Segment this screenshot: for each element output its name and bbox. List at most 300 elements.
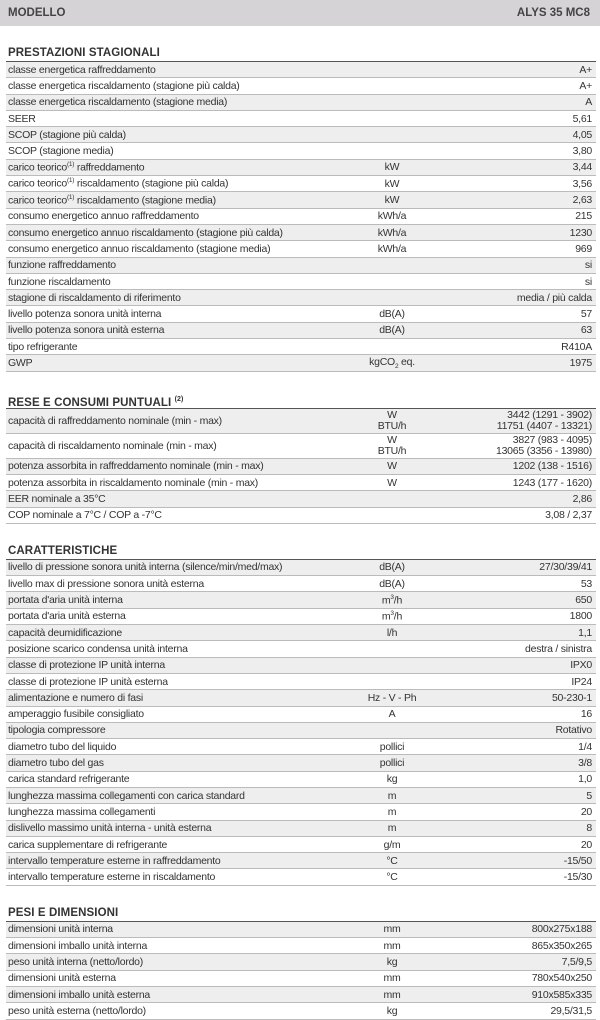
spec-label <box>6 972 350 984</box>
spec-value-text: 29,5/31,5 <box>550 1004 592 1017</box>
spec-label-text: dimensioni unità interna <box>8 923 113 936</box>
spec-value <box>434 923 596 935</box>
spec-unit-text: m <box>387 805 397 818</box>
spec-label <box>6 415 350 427</box>
spec-row <box>6 78 596 94</box>
spec-value-text: -15/50 <box>563 854 592 867</box>
spec-row <box>6 306 596 322</box>
spec-value-text: 1800 <box>569 610 592 623</box>
spec-value-text: A+ <box>579 79 592 92</box>
section-title <box>6 392 596 409</box>
spec-row <box>6 143 596 159</box>
spec-unit <box>350 161 434 173</box>
spec-unit <box>350 610 434 623</box>
spec-label-text: dislivello massimo unità interna - unità esterna <box>8 822 212 835</box>
spec-unit <box>350 806 434 818</box>
spec-value-text: 20 <box>580 805 592 818</box>
spec-label <box>6 357 350 369</box>
spec-unit <box>350 741 434 753</box>
spec-value-text: 865x350x265 <box>531 939 592 952</box>
spec-row <box>6 869 596 885</box>
spec-row <box>6 938 596 954</box>
spec-row <box>6 1003 596 1019</box>
spec-unit-text: m <box>381 594 391 607</box>
spec-value-text: 8 <box>586 822 592 835</box>
spec-value-text: Rotativo <box>555 724 592 737</box>
spec-unit <box>350 989 434 1001</box>
spec-label <box>6 822 350 834</box>
spec-unit-text: A <box>388 708 396 721</box>
spec-unit <box>350 324 434 336</box>
spec-label <box>6 509 350 521</box>
spec-label-text: classe energetica riscaldamento (stagione media) <box>8 96 228 109</box>
spec-label-text: posizione scarico condensa unità interna <box>8 642 188 655</box>
spec-value <box>434 64 596 76</box>
spec-value <box>434 509 596 521</box>
spec-value <box>434 178 596 190</box>
spec-label-text: livello di pressione sonora unità interna (silence/min/med/max) <box>8 561 283 574</box>
spec-label-text: dimensioni unità esterna <box>8 972 116 985</box>
model-name: ALYS 35 MC8 <box>516 7 590 19</box>
spec-value-text: -15/30 <box>563 871 592 884</box>
spec-value-text: 1202 (138 - 1516) <box>512 460 592 473</box>
spec-value-text: 2,86 <box>572 492 592 505</box>
spec-unit-text: W <box>387 476 397 489</box>
spec-label-text: diametro tubo del gas <box>8 757 104 770</box>
spec-unit-text: Hz - V - Ph <box>367 691 417 704</box>
spec-unit-text: °C <box>386 854 398 867</box>
spec-unit <box>350 839 434 851</box>
spec-row <box>6 459 596 475</box>
spec-unit-text: kg <box>386 956 398 968</box>
section-title-text: PRESTAZIONI STAGIONALI <box>8 47 160 59</box>
spec-unit-text: dB(A) <box>379 577 405 590</box>
section-title <box>6 45 596 62</box>
spec-label <box>6 561 350 573</box>
spec-unit-text: pollici <box>379 757 405 770</box>
spec-value <box>434 676 596 688</box>
spec-label <box>6 956 350 968</box>
spec-value-text: 27/30/39/41 <box>539 561 592 574</box>
spec-unit-text: kWh/a <box>377 226 407 239</box>
spec-row <box>6 690 596 706</box>
spec-value-text: 50-230-1 <box>551 691 592 704</box>
spec-label-text: classe di protezione IP unità esterna <box>8 675 168 688</box>
spec-row <box>6 127 596 143</box>
spec-label-text: dimensioni imballo unità esterna <box>8 988 150 1001</box>
spec-row <box>6 409 596 434</box>
spec-row <box>6 821 596 837</box>
spec-value <box>434 194 596 206</box>
spec-value <box>434 80 596 92</box>
spec-row <box>6 772 596 788</box>
spec-label-text-rest: riscaldamento (stagione più calda) <box>74 177 229 190</box>
spec-row <box>6 987 596 1003</box>
spec-label-text: funzione riscaldamento <box>8 275 111 288</box>
section-title-text: RESE E CONSUMI PUNTUALI <box>8 396 172 409</box>
unit-superscript: 3 <box>390 610 394 618</box>
spec-value-text: 3,56 <box>572 177 592 190</box>
spec-value-text: 650 <box>575 594 592 607</box>
section-rese <box>6 392 596 524</box>
spec-unit-text: dB(A) <box>379 308 405 321</box>
spec-value-text: 780x540x250 <box>531 972 592 985</box>
spec-value-text: A+ <box>579 63 592 76</box>
spec-value-text: 16 <box>580 708 592 721</box>
spec-row <box>6 176 596 192</box>
spec-row <box>6 225 596 241</box>
spec-label-text: carica standard refrigerante <box>8 773 130 786</box>
spec-unit-text: kWh/a <box>377 210 407 223</box>
spec-label <box>6 923 350 935</box>
section-title <box>6 905 596 922</box>
spec-unit <box>350 435 434 457</box>
section-pesi <box>6 905 596 1020</box>
spec-value-text: 1243 (177 - 1620) <box>512 476 592 489</box>
spec-value <box>434 324 596 336</box>
spec-value <box>434 435 596 457</box>
spec-value <box>434 210 596 222</box>
spec-label-text: consumo energetico annuo riscaldamento (stagione media) <box>8 242 271 255</box>
spec-value-text: 800x275x188 <box>531 923 592 936</box>
spec-label <box>6 773 350 785</box>
spec-value <box>434 806 596 818</box>
spec-label <box>6 460 350 472</box>
spec-label <box>6 871 350 883</box>
spec-label-text: peso unità interna (netto/lordo) <box>8 956 144 968</box>
spec-label-text: COP nominale a 7°C / COP a -7°C <box>8 509 162 522</box>
spec-value-text: 3442 (1291 - 3902) <box>507 408 592 421</box>
spec-label <box>6 292 350 304</box>
spec-value-text-secondary: 13065 (3356 - 13980) <box>496 444 592 457</box>
spec-value-text: 53 <box>580 577 592 590</box>
spec-label-text: carico teorico <box>8 194 67 207</box>
spec-value-text: 1/4 <box>578 740 592 753</box>
section-prestazioni <box>6 45 596 372</box>
footnote-marker: (1) <box>66 161 75 169</box>
spec-value <box>434 855 596 867</box>
spec-unit <box>350 460 434 472</box>
spec-value-text: 3,80 <box>572 145 592 158</box>
spec-unit <box>350 227 434 239</box>
footnote-marker: (1) <box>66 193 75 201</box>
spec-unit-text-secondary: BTU/h <box>377 419 407 432</box>
spec-value <box>434 708 596 720</box>
spec-label <box>6 440 350 452</box>
spec-value <box>434 161 596 173</box>
spec-unit <box>350 194 434 206</box>
spec-unit-text: pollici <box>379 740 405 753</box>
spec-value-text: 1975 <box>569 356 592 369</box>
spec-unit <box>350 578 434 590</box>
spec-unit-text: mm <box>383 939 401 952</box>
spec-label-text: consumo energetico annuo riscaldamento (stagione più calda) <box>8 226 283 239</box>
spec-unit-text: kW <box>384 194 400 207</box>
spec-row <box>6 853 596 869</box>
spec-label <box>6 324 350 336</box>
spec-label-text: tipo refrigerante <box>8 340 78 353</box>
spec-value <box>434 692 596 704</box>
section-title-text: CARATTERISTICHE <box>8 544 118 557</box>
spec-value <box>434 227 596 239</box>
spec-label-text: consumo energetico annuo raffreddamento <box>8 210 199 223</box>
spec-value-text: 969 <box>575 242 592 255</box>
spec-unit-text: m <box>387 789 397 802</box>
section-title-note: (2) <box>174 395 184 403</box>
spec-row <box>6 837 596 853</box>
spec-value-text: 57 <box>580 308 592 321</box>
spec-label <box>6 855 350 867</box>
spec-row <box>6 625 596 641</box>
spec-label <box>6 757 350 769</box>
spec-value <box>434 643 596 655</box>
spec-unit-text: mm <box>383 988 401 1001</box>
spec-unit-text: m <box>381 610 391 623</box>
spec-value <box>434 292 596 304</box>
spec-unit <box>350 757 434 769</box>
spec-unit-text: dB(A) <box>379 561 405 574</box>
spec-unit-text: l/h <box>386 626 398 639</box>
spec-label-text: SCOP (stagione più calda) <box>8 128 126 141</box>
spec-row <box>6 95 596 111</box>
spec-unit <box>350 923 434 935</box>
unit-subscript: 2 <box>394 363 399 371</box>
spec-value <box>434 839 596 851</box>
spec-value <box>434 741 596 753</box>
spec-row <box>6 739 596 755</box>
spec-label-text: GWP <box>8 356 33 369</box>
spec-row <box>6 491 596 507</box>
spec-unit-text-rest: /h <box>393 610 403 623</box>
spec-label-text: peso unità esterna (netto/lordo) <box>8 1004 146 1017</box>
spec-label-text: classe energetica riscaldamento (stagione più calda) <box>8 79 240 92</box>
spec-value <box>434 259 596 271</box>
spec-unit <box>350 972 434 984</box>
spec-value-text: si <box>584 259 592 272</box>
spec-label-text: classe di protezione IP unità interna <box>8 659 165 672</box>
spec-value-text: 3827 (983 - 4095) <box>512 433 592 446</box>
spec-unit <box>350 822 434 834</box>
spec-row <box>6 804 596 820</box>
spec-label <box>6 243 350 255</box>
spec-row <box>6 922 596 938</box>
spec-row <box>6 434 596 459</box>
spec-label <box>6 477 350 489</box>
spec-label <box>6 161 350 174</box>
spec-row <box>6 609 596 625</box>
spec-label <box>6 676 350 688</box>
spec-value <box>434 594 596 606</box>
spec-value <box>434 477 596 489</box>
spec-value <box>434 113 596 125</box>
spec-label <box>6 1005 350 1017</box>
spec-label-text: lunghezza massima collegamenti con carica standard <box>8 789 245 802</box>
spec-label <box>6 610 350 622</box>
spec-value <box>434 145 596 157</box>
footnote-marker: (1) <box>66 177 75 185</box>
spec-label-text: alimentazione e numero di fasi <box>8 691 143 704</box>
spec-unit-text: kg <box>386 773 398 786</box>
spec-unit-text: °C <box>386 871 398 884</box>
spec-label <box>6 724 350 736</box>
spec-value-text: 215 <box>575 210 592 223</box>
spec-value <box>434 1005 596 1017</box>
spec-unit <box>350 692 434 704</box>
spec-unit <box>350 356 434 370</box>
spec-value-text: IPX0 <box>570 659 592 672</box>
spec-unit-text: W <box>387 433 397 446</box>
spec-value-text: 63 <box>580 324 592 337</box>
spec-value <box>434 972 596 984</box>
spec-label <box>6 113 350 125</box>
spec-row <box>6 355 596 371</box>
spec-value <box>434 940 596 952</box>
spec-value <box>434 659 596 671</box>
spec-label-text: intervallo temperature esterne in riscaldamento <box>8 871 216 884</box>
spec-value <box>434 561 596 573</box>
spec-value-text: 3/8 <box>578 757 592 770</box>
spec-value <box>434 410 596 432</box>
spec-label <box>6 96 350 108</box>
spec-value-text: 7,5/9,5 <box>561 956 592 968</box>
spec-unit <box>350 871 434 883</box>
spec-label-text-rest: riscaldamento (stagione media) <box>74 194 216 207</box>
spec-label-text-rest: raffreddamento <box>74 161 145 174</box>
spec-unit-text: W <box>387 460 397 473</box>
spec-label <box>6 227 350 239</box>
spec-value-text: 910x585x335 <box>531 988 592 1001</box>
spec-value-text: 20 <box>580 838 592 851</box>
spec-label-text: diametro tubo del liquido <box>8 740 117 753</box>
spec-row <box>6 560 596 576</box>
spec-unit-text: kW <box>384 161 400 174</box>
spec-unit-text-secondary: BTU/h <box>377 444 407 457</box>
spec-row <box>6 592 596 608</box>
spec-row <box>6 723 596 739</box>
spec-value-text: 2,63 <box>572 194 592 207</box>
spec-label <box>6 177 350 190</box>
spec-value-text: R410A <box>561 340 592 353</box>
spec-unit <box>350 627 434 639</box>
spec-label-text: tipologia compressore <box>8 724 106 737</box>
spec-label-text: carico teorico <box>8 161 67 174</box>
spec-label-text: SCOP (stagione media) <box>8 145 114 158</box>
spec-label-text: capacità di riscaldamento nominale (min - max) <box>8 439 217 452</box>
model-label: MODELLO <box>8 7 66 19</box>
spec-row <box>6 788 596 804</box>
spec-unit-text: dB(A) <box>379 324 405 337</box>
spec-row <box>6 323 596 339</box>
spec-label <box>6 989 350 1001</box>
spec-label <box>6 806 350 818</box>
spec-label-text: potenza assorbita in riscaldamento nominale (min - max) <box>8 476 259 489</box>
spec-value <box>434 357 596 369</box>
spec-unit-text: W <box>387 408 397 421</box>
spec-row <box>6 658 596 674</box>
spec-label <box>6 80 350 92</box>
spec-row <box>6 971 596 987</box>
spec-label <box>6 839 350 851</box>
spec-label <box>6 594 350 606</box>
spec-label <box>6 493 350 505</box>
spec-label-text: intervallo temperature esterne in raffreddamento <box>8 854 221 867</box>
spec-label <box>6 210 350 222</box>
spec-unit-text: kW <box>384 177 400 190</box>
spec-label-text: capacità deumidificazione <box>8 626 122 639</box>
spec-value <box>434 757 596 769</box>
spec-value-text: media / più calda <box>516 291 592 304</box>
spec-label-text: amperaggio fusibile consigliato <box>8 708 144 721</box>
spec-unit-text: kWh/a <box>377 242 407 255</box>
spec-value-text: A <box>585 96 592 109</box>
spec-value-text: IP24 <box>571 675 592 688</box>
spec-value <box>434 724 596 736</box>
spec-value <box>434 578 596 590</box>
spec-label-text: funzione raffreddamento <box>8 259 116 272</box>
spec-label-text: dimensioni imballo unità interna <box>8 939 148 952</box>
spec-row <box>6 674 596 690</box>
section-caratteristiche <box>6 543 596 886</box>
spec-row <box>6 954 596 970</box>
spec-label <box>6 194 350 207</box>
spec-value-text: 1,0 <box>578 773 592 786</box>
unit-superscript: 3 <box>390 593 394 601</box>
spec-value <box>434 822 596 834</box>
spec-value-text: 1,1 <box>578 626 592 639</box>
spec-row <box>6 508 596 524</box>
spec-row <box>6 111 596 127</box>
spec-value-text: 4,05 <box>572 128 592 141</box>
spec-value-text-secondary: 11751 (4407 - 13321) <box>496 419 592 432</box>
spec-label <box>6 276 350 288</box>
spec-unit <box>350 956 434 968</box>
spec-value <box>434 96 596 108</box>
spec-label <box>6 643 350 655</box>
spec-unit <box>350 477 434 489</box>
spec-row <box>6 274 596 290</box>
spec-label-text: livello max di pressione sonora unità esterna <box>8 577 204 590</box>
spec-row <box>6 209 596 225</box>
spec-value <box>434 308 596 320</box>
spec-label-text: carica supplementare di refrigerante <box>8 838 168 851</box>
spec-label <box>6 308 350 320</box>
spec-label <box>6 659 350 671</box>
section-title <box>6 543 596 560</box>
spec-label <box>6 129 350 141</box>
spec-value <box>434 276 596 288</box>
spec-unit <box>350 790 434 802</box>
spec-row <box>6 576 596 592</box>
spec-label <box>6 64 350 76</box>
spec-row <box>6 290 596 306</box>
spec-unit <box>350 773 434 785</box>
spec-unit-text: kgCO <box>369 355 395 368</box>
spec-label <box>6 341 350 353</box>
spec-row <box>6 641 596 657</box>
spec-unit-text-rest: eq. <box>398 355 415 368</box>
spec-value-text: 5 <box>586 789 592 802</box>
spec-row <box>6 241 596 257</box>
spec-unit <box>350 708 434 720</box>
spec-label-text: portata d'aria unità esterna <box>8 610 126 623</box>
spec-value <box>434 243 596 255</box>
spec-label-text: capacità di raffreddamento nominale (min - max) <box>8 414 222 427</box>
spec-value <box>434 129 596 141</box>
spec-value <box>434 989 596 1001</box>
spec-label <box>6 145 350 157</box>
spec-value <box>434 773 596 785</box>
section-title-text: PESI E DIMENSIONI <box>8 906 119 919</box>
